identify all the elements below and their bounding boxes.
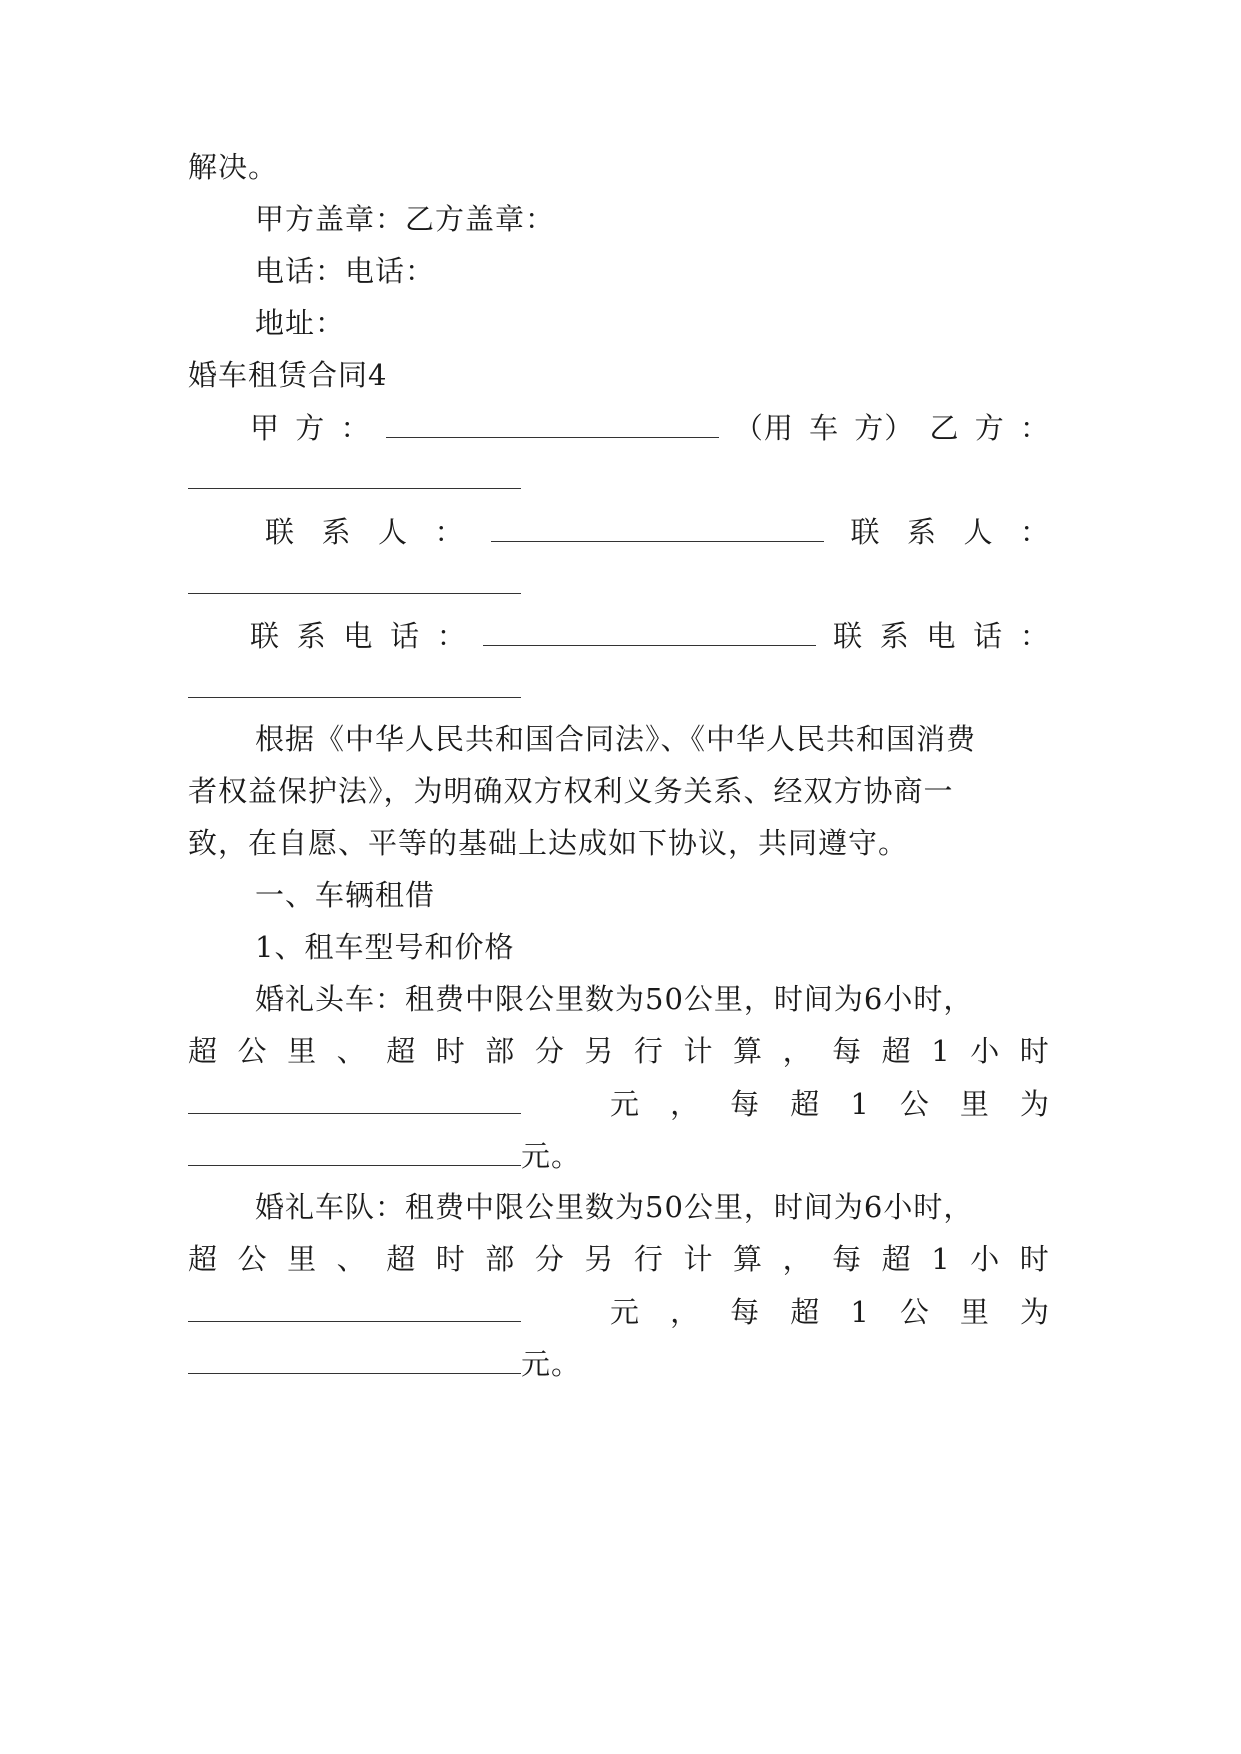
spaced-char: 1 — [850, 1295, 870, 1329]
spaced-char: 计 — [683, 1242, 714, 1276]
yuan-end: 元。 — [521, 1347, 582, 1381]
spaced-char: 每 — [730, 1295, 761, 1329]
yuan-end-line — [188, 1135, 1050, 1175]
yuan-end-line — [188, 1343, 1050, 1383]
spaced-char: 里 — [959, 1295, 990, 1329]
phone-a-blank — [483, 615, 816, 646]
role-char: （用 — [733, 411, 794, 445]
spaced-char: 1 — [850, 1087, 870, 1121]
contact-char: 联 — [850, 515, 881, 549]
party-a-char: 甲 — [250, 411, 281, 445]
spaced-char: 元 — [610, 1087, 641, 1121]
spaced-char: 算 — [733, 1242, 764, 1276]
party-a-char: ： — [340, 411, 371, 445]
spaced-char: 每 — [832, 1242, 863, 1276]
spaced-char: 超 — [881, 1242, 912, 1276]
party-a-char: 方 — [295, 411, 326, 445]
spaced-char: 为 — [1019, 1295, 1050, 1329]
over-line — [188, 1239, 1050, 1279]
contact-a-blank — [491, 511, 824, 542]
contact-phone-line — [250, 615, 1050, 655]
spaced-char: 超 — [188, 1242, 219, 1276]
yuan-line — [188, 1291, 1050, 1331]
spaced-char: 里 — [959, 1087, 990, 1121]
contact-char: ： — [434, 515, 465, 549]
spaced-char: 时 — [1019, 1242, 1050, 1276]
spaced-char: 时 — [1019, 1034, 1050, 1068]
fleet-line: 婚礼车队：租费中限公里数为50公里，时间为6小时， — [255, 1190, 974, 1224]
spaced-char: 行 — [633, 1034, 664, 1068]
address-line: 地址： — [255, 306, 346, 340]
spaced-char: 行 — [633, 1242, 664, 1276]
phone-char: 系 — [879, 619, 910, 653]
phone-char: 话 — [973, 619, 1004, 653]
spaced-char: 公 — [237, 1242, 268, 1276]
contact-line — [265, 511, 1050, 551]
spaced-char: 部 — [485, 1034, 516, 1068]
km-price-blank — [188, 1343, 521, 1374]
spaced-char: ， — [670, 1087, 701, 1121]
seal-line: 甲方盖章：乙方盖章： — [255, 202, 556, 236]
phone-char: 系 — [296, 619, 327, 653]
contact-b-blank — [188, 563, 521, 594]
over-row — [188, 1031, 1050, 1071]
party-b-blank — [188, 458, 521, 489]
spaced-char: 超 — [386, 1034, 417, 1068]
spaced-char: 时 — [435, 1034, 466, 1068]
role-char: 方 — [974, 411, 1005, 445]
text-line: 解决。 — [188, 150, 279, 184]
spaced-char: ， — [670, 1295, 701, 1329]
spaced-char: 1 — [931, 1242, 951, 1276]
phone-char: 电 — [926, 619, 957, 653]
phone-char: ： — [1019, 619, 1050, 653]
spaced-char: 、 — [336, 1242, 367, 1276]
contact-char: 人 — [963, 515, 994, 549]
section-title: 婚车租赁合同4 — [188, 358, 388, 392]
role-char: 乙 — [929, 411, 960, 445]
spaced-char: 超 — [790, 1087, 821, 1121]
heading-model-price: 1、租车型号和价格 — [255, 930, 515, 964]
phone-char: 话 — [390, 619, 421, 653]
phone-b-blank-line — [188, 667, 1050, 707]
yuan-row — [610, 1084, 1050, 1124]
spaced-char: 小 — [970, 1034, 1001, 1068]
spaced-char: 另 — [584, 1034, 615, 1068]
spaced-char: 里 — [287, 1242, 318, 1276]
contact-char: 系 — [906, 515, 937, 549]
hour-price-blank — [188, 1083, 521, 1114]
phone-char: ： — [436, 619, 467, 653]
spaced-char: 为 — [1019, 1087, 1050, 1121]
spaced-char: 超 — [386, 1242, 417, 1276]
contact-char: ： — [1019, 515, 1050, 549]
spaced-char: ， — [782, 1034, 813, 1068]
spaced-char: 超 — [188, 1034, 219, 1068]
spaced-char: 超 — [790, 1295, 821, 1329]
spaced-char: 超 — [881, 1034, 912, 1068]
party-b-blank-line — [188, 458, 1050, 498]
party-a-blank — [386, 407, 719, 438]
yuan-row — [610, 1292, 1050, 1332]
spaced-char: 每 — [832, 1034, 863, 1068]
spaced-char: 公 — [899, 1295, 930, 1329]
contact-b-blank-line — [188, 563, 1050, 603]
yuan-end: 元。 — [521, 1139, 582, 1173]
spaced-char: 部 — [485, 1242, 516, 1276]
role-char: ： — [1019, 411, 1050, 445]
contact-char: 系 — [321, 515, 352, 549]
spaced-char: 里 — [287, 1034, 318, 1068]
phone-b-blank — [188, 667, 521, 698]
spaced-char: 另 — [584, 1242, 615, 1276]
paragraph-line: 者权益保护法》，为明确双方权利义务关系、经双方协商一 — [188, 774, 954, 808]
phone-char: 联 — [250, 619, 281, 653]
spaced-char: 公 — [899, 1087, 930, 1121]
contact-char: 人 — [378, 515, 409, 549]
spaced-char: ， — [782, 1242, 813, 1276]
spaced-char: 时 — [435, 1242, 466, 1276]
head-car-line: 婚礼头车：租费中限公里数为50公里，时间为6小时， — [255, 982, 974, 1016]
over-row — [188, 1239, 1050, 1279]
spaced-char: 小 — [970, 1242, 1001, 1276]
phone-char: 电 — [343, 619, 374, 653]
role-char: 车 — [809, 411, 840, 445]
role-char: 方） — [854, 411, 915, 445]
phone-char: 联 — [833, 619, 864, 653]
spaced-char: 计 — [683, 1034, 714, 1068]
over-line — [188, 1031, 1050, 1071]
yuan-line — [188, 1083, 1050, 1123]
heading-vehicle-rental: 一、车辆租借 — [255, 878, 436, 912]
contact-char: 联 — [265, 515, 296, 549]
spaced-char: 每 — [730, 1087, 761, 1121]
party-a-line — [250, 407, 1050, 447]
spaced-char: 公 — [237, 1034, 268, 1068]
spaced-char: 分 — [534, 1034, 565, 1068]
spaced-char: 元 — [610, 1295, 641, 1329]
paragraph-line: 根据《中华人民共和国合同法》、《中华人民共和国消费 — [255, 722, 977, 756]
hour-price-blank — [188, 1291, 521, 1322]
spaced-char: 、 — [336, 1034, 367, 1068]
spaced-char: 算 — [733, 1034, 764, 1068]
spaced-char: 分 — [534, 1242, 565, 1276]
spaced-char: 1 — [931, 1034, 951, 1068]
km-price-blank — [188, 1135, 521, 1166]
phone-line: 电话：电话： — [255, 254, 436, 288]
paragraph-line: 致，在自愿、平等的基础上达成如下协议，共同遵守。 — [188, 826, 909, 860]
